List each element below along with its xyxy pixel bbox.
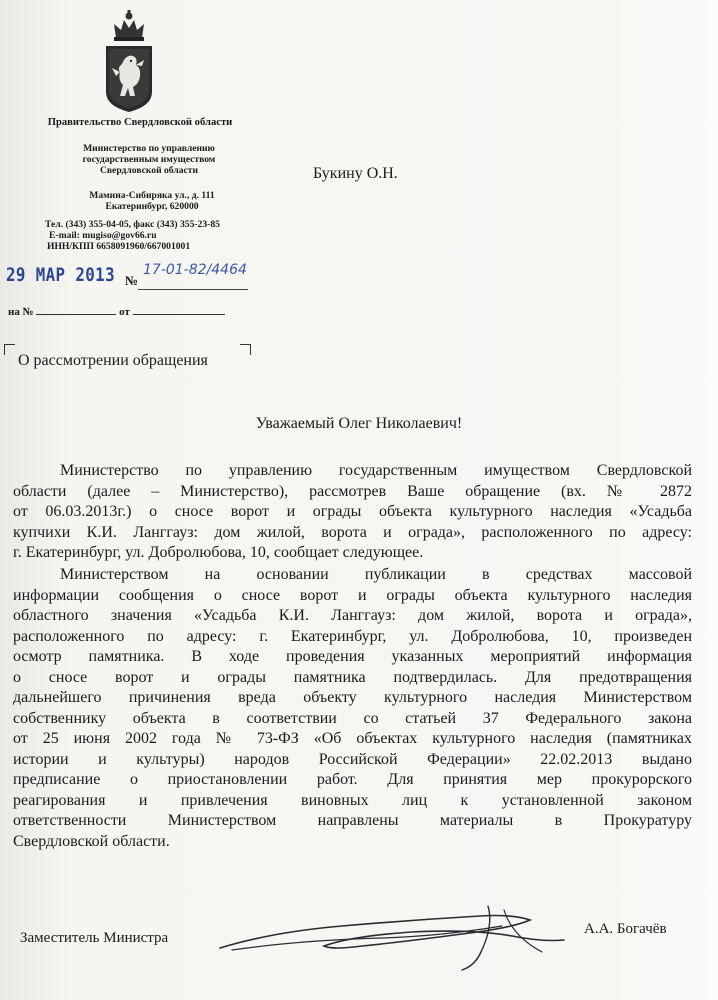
ministry-address <box>52 190 252 212</box>
ministry-line: государственным имуществом <box>82 154 216 165</box>
text-line: собственнику объекта в соответствии со статьей 37 Федерального закона <box>13 709 692 727</box>
number-label: № <box>125 273 139 288</box>
reference-prefix: на № <box>8 306 34 318</box>
text-line: области (далее – Министерство), рассмотрев Ваше обращение (вх. № 2872 <box>13 482 692 500</box>
date-stamp: 29 MAP 2013 <box>6 264 116 286</box>
text-line: осмотр памятника. В ходе проведения указанных мероприятий информация <box>13 648 692 665</box>
registration-number-underline <box>138 289 248 290</box>
signatory-role: Заместитель Министра <box>20 930 169 946</box>
text-line: г. Екатеринбург, ул. Добролюбова, 10, сообщает следующее. <box>13 544 424 561</box>
ministry-name <box>64 143 234 176</box>
tax-id-line: ИНН/КПП 6658091960/667001001 <box>47 241 191 253</box>
coat-of-arms-emblem <box>100 8 158 114</box>
text-line: областного значения «Усадьба К.И. Ланггауз: дом жилой, ворота и ограда», <box>13 607 692 624</box>
paragraph-2 <box>13 565 692 852</box>
handwritten-signature <box>212 896 582 976</box>
text-line: предписание о приостановлении работ. Для принятия мер прокурорского <box>13 771 692 788</box>
phone-fax-line: Тел. (343) 355-04-05, факс (343) 355-23-85 <box>45 219 220 230</box>
ministry-line: Свердловской области <box>99 165 199 176</box>
subject-bracket-right <box>240 344 251 355</box>
signatory-name: А.А. Богачёв <box>584 921 667 937</box>
subject-line: О рассмотрении обращения <box>18 352 208 369</box>
text-line: Министерством на основании публикации в средствах массовой <box>60 566 692 583</box>
text-line: ответственности Министерством направлены материалы в Прокуратуру <box>13 812 692 829</box>
address-line: Мамина-Сибиряка ул., д. 111 <box>89 190 215 201</box>
greeting: Уважаемый Олег Николаевич! <box>255 415 463 432</box>
reference-number-blank <box>36 306 116 315</box>
address-line: Екатеринбург, 620000 <box>105 201 199 213</box>
text-line: от 25 июня 2002 года № 73-ФЗ «Об объектах культурного наследия (памятниках <box>13 730 692 747</box>
recipient-name: Букину О.Н. <box>313 165 398 182</box>
paragraph-1 <box>13 461 692 564</box>
text-line: Министерство по управлению государственным имуществом Свердловской <box>60 462 692 479</box>
text-line: расположенного по адресу: г. Екатеринбург, ул. Добролюбова, 10, произведен <box>13 627 692 645</box>
text-line: реагирования и привлечения виновных лиц к установленной законом <box>13 791 692 809</box>
reference-line <box>8 306 225 318</box>
reference-from-label: от <box>119 306 130 318</box>
text-line: дальнейшего причинения вреда объекту культурного наследия Министерством <box>13 689 692 706</box>
text-line: от 06.03.2013г.) о сносе ворот и ограды объекта культурного наследия «Усадьба <box>13 503 692 520</box>
text-line: о сносе ворот и ограды памятника подтвердилась. Для предотвращения <box>13 668 692 686</box>
text-line: Свердловской области. <box>13 832 170 850</box>
subject-bracket-left <box>4 344 15 355</box>
government-name: Правительство Свердловской области <box>47 117 233 128</box>
reference-date-blank <box>133 306 225 315</box>
email-line: E-mail: mugiso@gov66.ru <box>49 230 157 242</box>
text-line: купчихи К.И. Ланггауз: дом жилой, ворота и ограда», расположенного по адресу: <box>13 523 692 541</box>
ministry-line: Министерство по управлению <box>83 143 215 154</box>
registration-number-handwritten: 17-01-82/4464 <box>143 262 247 278</box>
text-line: истории и культуры) народов Российской Федерации» 22.02.2013 выдано <box>13 750 692 768</box>
text-line: информации сообщения о сносе ворот и ограды объекта культурного наследия <box>13 586 692 604</box>
ministry-contacts <box>45 219 220 253</box>
